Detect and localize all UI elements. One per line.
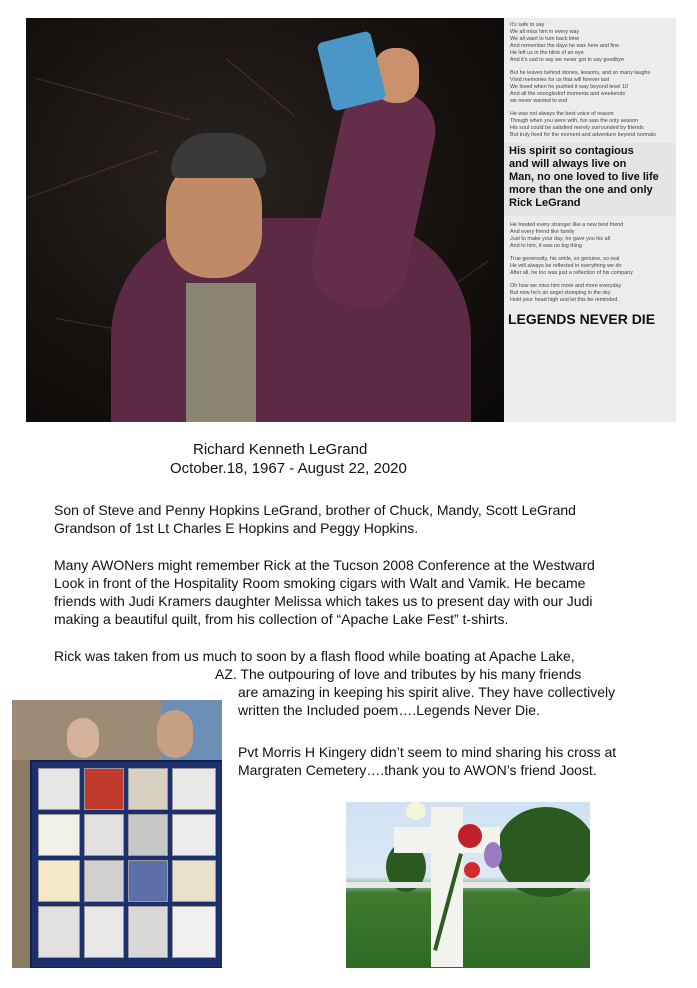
- poem-line: We all miss him in every way: [510, 29, 580, 35]
- poem-line: Vivid memories for us that will forever last: [510, 77, 610, 83]
- awon-line: Look in front of the Hospitality Room smoking cigars with Walt and Vamik. He became: [54, 575, 586, 591]
- cemetery-cross-photo: [346, 802, 590, 968]
- poem-highlight: His spirit so contagious and will always live on Man, no one loved to live life more than the one and only Rick LeGrand: [504, 143, 676, 216]
- poem-line: His soul could be satisfied merely surrounded by friends: [510, 125, 644, 131]
- poem-line: And to him, it was no big thing: [510, 243, 582, 249]
- poem-line: we never wanted to end: [510, 98, 568, 104]
- poem-line: Though when you were with, fun was the only season: [510, 118, 638, 124]
- portrait-photo: [26, 18, 504, 422]
- flood-line: written the Included poem….Legends Never Die.: [238, 702, 540, 718]
- poem-line: We loved when he pushed it way beyond level 10: [510, 84, 628, 90]
- family-line: Grandson of 1st Lt Charles E Hopkins and Peggy Hopkins.: [54, 520, 419, 536]
- flood-line: AZ. The outpouring of love and tributes by his many friends: [215, 666, 582, 682]
- poem-line: It's safe to say: [510, 22, 545, 28]
- quilt-photo: [12, 700, 222, 968]
- poem-line: Hold your head high and let this be reminded.: [510, 297, 619, 303]
- poem-line: He was not always the best voice of reason: [510, 111, 614, 117]
- poem-line: But he leaves behind stories, lessons, and so many laughs: [510, 70, 651, 76]
- poem-line: And every friend like family: [510, 229, 575, 235]
- poem-footer: LEGENDS NEVER DIE: [508, 311, 656, 327]
- awon-line: making a beautiful quilt, from his collection of “Apache Lake Fest” t-shirts.: [54, 611, 509, 627]
- poem-line: After all, he too was just a reflection of his company: [510, 270, 633, 276]
- flood-line: Rick was taken from us much to soon by a flash flood while boating at Apache Lake,: [54, 648, 575, 664]
- memorial-dates: October.18, 1967 - August 22, 2020: [170, 460, 407, 477]
- poem-line: But truly lived for the moment and adventure beyond normals: [510, 132, 656, 138]
- poem-line: And remember the days he was here and fine: [510, 43, 620, 49]
- cup-icon: [316, 30, 386, 111]
- poem-line: We all want to turn back time: [510, 36, 580, 42]
- poem-clipping: [504, 18, 676, 422]
- poem-line: And all the snoogledorf moments and weekends: [510, 91, 626, 97]
- memorial-name: Richard Kenneth LeGrand: [193, 441, 368, 458]
- awon-line: friends with Judi Kramers daughter Melissa which takes us to present day with our Judi: [54, 593, 593, 609]
- flood-line: are amazing in keeping his spirit alive. They have collectively: [238, 684, 616, 700]
- cross-line: Pvt Morris H Kingery didn’t seem to mind sharing his cross at: [238, 744, 617, 760]
- cross-line: Margraten Cemetery….thank you to AWON’s friend Joost.: [238, 762, 597, 778]
- poem-line: And it's sad to say we never got to say goodbye: [510, 57, 625, 63]
- poem-line: He left us in the blink of an eye: [510, 50, 584, 56]
- poem-line: True generosity, his smile, so genuine, so real: [510, 256, 620, 262]
- poem-line: He will always be reflected in everything we do: [510, 263, 622, 269]
- family-line: Son of Steve and Penny Hopkins LeGrand, brother of Chuck, Mandy, Scott LeGrand: [54, 502, 576, 518]
- poem-line: Just to make your day, he gave you his all: [510, 236, 610, 242]
- awon-line: Many AWONers might remember Rick at the Tucson 2008 Conference at the Westward: [54, 557, 595, 573]
- poem-line: He treated every stranger like a new best friend: [510, 222, 624, 228]
- poem-line: Oh how we miss him more and more everyday: [510, 283, 622, 289]
- poem-line: But now he's an angel stomping in the sky: [510, 290, 611, 296]
